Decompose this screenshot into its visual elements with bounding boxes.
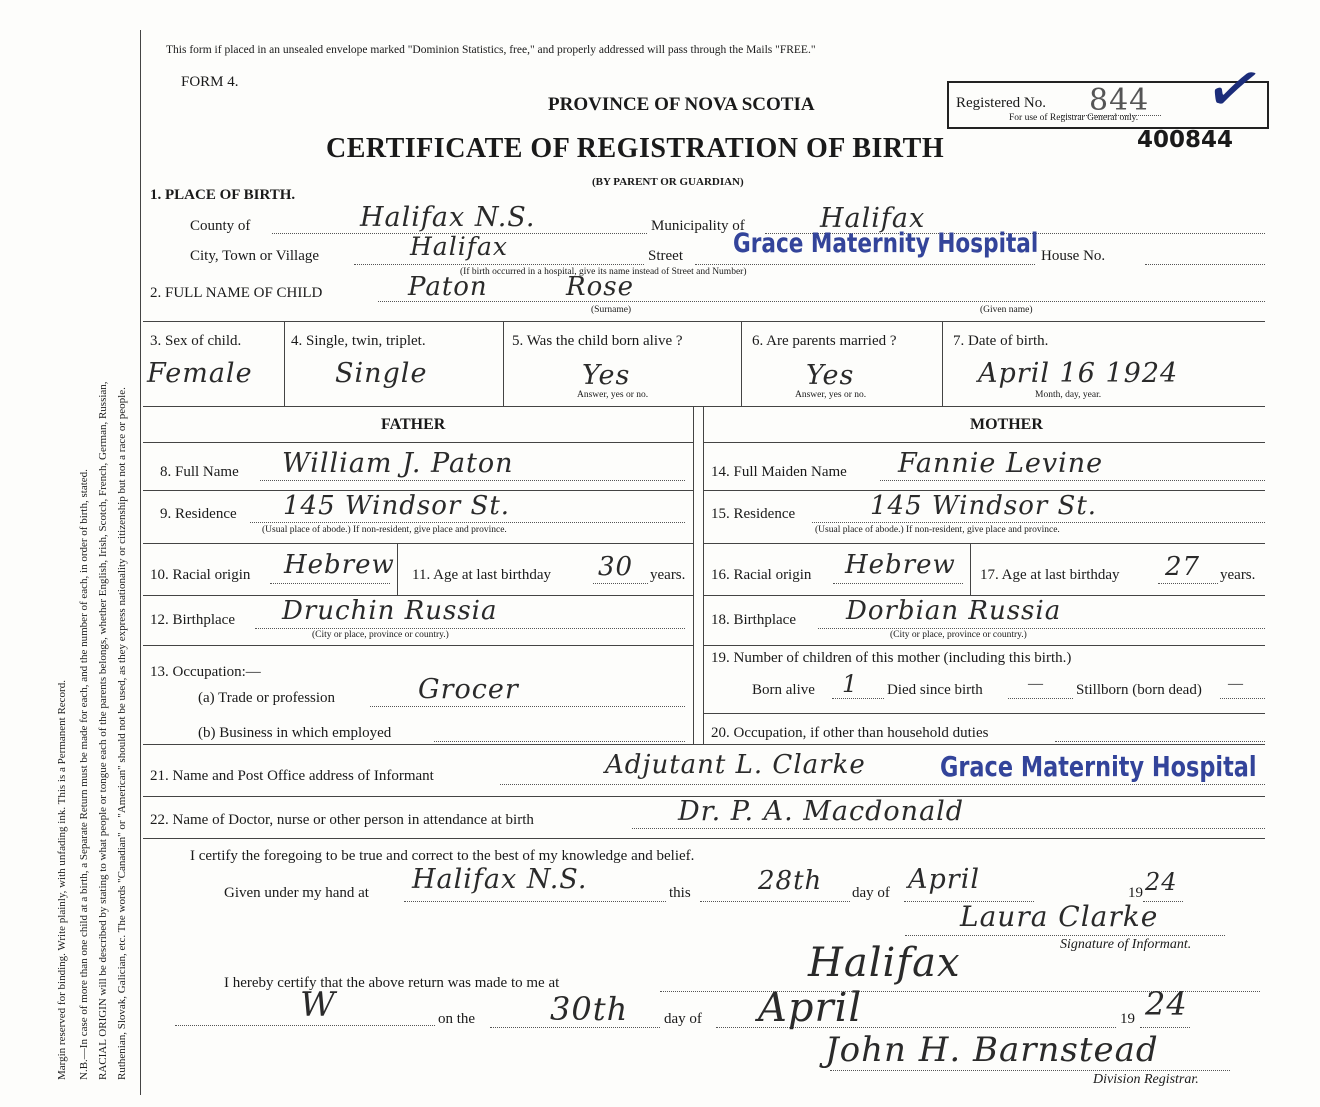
born-alive-caption: Answer, yes or no.: [577, 390, 649, 400]
province-heading: PROVINCE OF NOVA SCOTIA: [548, 94, 815, 115]
margin-note-1: Margin reserved for binding. Write plainly, with unfading ink. This is a Permanent Record.: [56, 680, 68, 1080]
mother-age-value: 27: [1165, 552, 1201, 582]
child-surname: Paton: [408, 272, 488, 302]
occupation-label: 13. Occupation:—: [150, 664, 261, 680]
trade-label: (a) Trade or profession: [198, 690, 336, 706]
registrar-initial-mark: W: [300, 985, 336, 1025]
given-place-value: Halifax N.S.: [412, 864, 588, 895]
father-race-value: Hebrew: [284, 550, 395, 580]
father-name-label: 8. Full Name: [160, 464, 239, 480]
died-since-birth-label: Died since birth: [887, 682, 983, 698]
registered-number: 844: [1089, 83, 1150, 118]
mother-birthplace-label: 18. Birthplace: [711, 612, 796, 628]
father-residence-value: 145 Windsor St.: [283, 491, 511, 521]
certification-year: 24: [1145, 868, 1178, 896]
binding-margin-line: [140, 30, 141, 1095]
date-of-birth-caption: Month, day, year.: [1035, 390, 1102, 400]
mother-residence-label: 15. Residence: [711, 506, 796, 522]
given-under-label: Given under my hand at: [224, 885, 369, 901]
father-birthplace-value: Druchin Russia: [282, 596, 498, 626]
certificate-title: CERTIFICATE OF REGISTRATION OF BIRTH: [326, 133, 945, 164]
certification-day-label: day of: [852, 885, 890, 901]
father-heading: FATHER: [381, 416, 446, 433]
business-label: (b) Business in which employed: [198, 725, 392, 741]
born-alive-count-label: Born alive: [752, 682, 815, 698]
form-number: FORM 4.: [181, 74, 239, 90]
registrar-note: For use of Registrar General only.: [1009, 113, 1139, 123]
registrar-on-the-label: on the: [438, 1011, 476, 1027]
given-name-caption: (Given name): [980, 305, 1033, 315]
hospital-note: (If birth occurred in a hospital, give its name instead of Street and Number): [460, 267, 747, 277]
multiplicity-value: Single: [335, 358, 428, 389]
certification-year-prefix: 19: [1128, 885, 1143, 901]
informant-signature-caption: Signature of Informant.: [1060, 937, 1192, 952]
father-race-label: 10. Racial origin: [150, 567, 251, 583]
mother-name-value: Fannie Levine: [898, 448, 1104, 479]
stillborn-value: —: [1228, 676, 1243, 692]
date-of-birth-value: April 16 1924: [978, 358, 1179, 389]
registrar-statement: I hereby certify that the above return was made to me at: [224, 975, 560, 991]
born-alive-value: Yes: [582, 360, 631, 391]
mother-birthplace-caption: (City or place, province or country.): [890, 630, 1027, 640]
mother-race-value: Hebrew: [845, 550, 956, 580]
doctor-value: Dr. P. A. Macdonald: [678, 796, 965, 827]
father-age-unit: years.: [650, 567, 686, 583]
municipality-label: Municipality of: [651, 218, 745, 234]
mother-heading: MOTHER: [970, 416, 1043, 433]
father-age-label: 11. Age at last birthday: [412, 567, 551, 583]
street-label: Street: [648, 248, 683, 264]
sex-label: 3. Sex of child.: [150, 333, 242, 349]
county-value: Halifax N.S.: [360, 202, 536, 233]
father-age-value: 30: [598, 552, 634, 582]
margin-note-2: N.B.—In case of more than one child at a birth, a Separate Return must be made for each, and the number of each, in order of birth, stated.: [78, 469, 90, 1080]
mother-race-label: 16. Racial origin: [711, 567, 812, 583]
city-value: Halifax: [410, 232, 508, 261]
mother-residence-value: 145 Windsor St.: [870, 491, 1098, 521]
father-birthplace-label: 12. Birthplace: [150, 612, 235, 628]
house-number-label: House No.: [1041, 248, 1106, 264]
father-birthplace-caption: (City or place, province or country.): [312, 630, 449, 640]
mother-occupation-label: 20. Occupation, if other than household duties: [711, 725, 989, 741]
mother-age-label: 17. Age at last birthday: [980, 567, 1120, 583]
certification-month: April: [908, 864, 980, 895]
trade-value: Grocer: [418, 674, 519, 705]
mother-name-label: 14. Full Maiden Name: [711, 464, 847, 480]
registrar-year: 24: [1145, 985, 1188, 1023]
municipality-value: Halifax: [820, 203, 926, 234]
died-since-birth-value: —: [1028, 676, 1043, 692]
parents-married-caption: Answer, yes or no.: [795, 390, 867, 400]
registered-label: Registered No.: [956, 95, 1046, 111]
child-given-name: Rose: [566, 272, 634, 302]
child-name-label: 2. FULL NAME OF CHILD: [150, 285, 323, 301]
registrar-signature: John H. Barnstead: [825, 1030, 1159, 1070]
parents-married-label: 6. Are parents married ?: [752, 333, 897, 349]
stillborn-label: Stillborn (born dead): [1076, 682, 1202, 698]
father-residence-caption: (Usual place of abode.) If non-resident, give place and province.: [262, 525, 507, 535]
parents-married-value: Yes: [806, 360, 855, 391]
born-alive-label: 5. Was the child born alive ?: [512, 333, 683, 349]
place-of-birth-label: 1. PLACE OF BIRTH.: [150, 187, 296, 203]
registrar-month: April: [758, 985, 863, 1031]
mother-age-unit: years.: [1220, 567, 1256, 583]
informant-hospital-stamp: Grace Maternity Hospital: [940, 750, 1257, 783]
serial-number: 400844: [1137, 127, 1234, 153]
certificate-subtitle: (BY PARENT OR GUARDIAN): [592, 176, 744, 188]
multiplicity-label: 4. Single, twin, triplet.: [291, 333, 426, 349]
county-label: County of: [190, 218, 251, 234]
city-label: City, Town or Village: [190, 248, 320, 264]
children-count-label: 19. Number of children of this mother (including this birth.): [711, 650, 1072, 666]
certification-statement: I certify the foregoing to be true and correct to the best of my knowledge and belief.: [190, 848, 695, 864]
mail-notice: This form if placed in an unsealed envelope marked "Dominion Statistics, free," and properly addressed will pass through the Mails "FREE.": [166, 44, 816, 56]
mother-residence-caption: (Usual place of abode.) If non-resident, give place and province.: [815, 525, 1060, 535]
informant-label: 21. Name and Post Office address of Informant: [150, 768, 434, 784]
mother-birthplace-value: Dorbian Russia: [846, 596, 1062, 626]
margin-note-4: Ruthenian, Slovak, Galician, etc. The words "Canadian" or "American" should not be used, as they express nationality or citizenship but not a race or people.: [116, 387, 128, 1080]
born-alive-count-value: 1: [842, 670, 859, 698]
informant-value: Adjutant L. Clarke: [605, 750, 866, 780]
check-mark-icon: ✓: [1197, 46, 1271, 135]
doctor-label: 22. Name of Doctor, nurse or other person in attendance at birth: [150, 812, 534, 828]
street-hospital-stamp: Grace Maternity Hospital: [733, 228, 1039, 259]
father-residence-label: 9. Residence: [160, 506, 237, 522]
father-name-value: William J. Paton: [282, 448, 514, 479]
date-of-birth-label: 7. Date of birth.: [953, 333, 1049, 349]
registrar-place: Halifax: [808, 940, 961, 986]
registrar-day: 30th: [550, 990, 629, 1028]
margin-note-3: RACIAL ORIGIN will be described by stating to what people or tongue each of the parents belongs, whether English, Irish, Scotch, French, German, Russian,: [97, 381, 109, 1080]
certification-day: 28th: [758, 866, 823, 896]
registrar-year-prefix: 19: [1120, 1011, 1135, 1027]
registrar-day-label: day of: [664, 1011, 702, 1027]
surname-caption: (Surname): [591, 305, 632, 315]
registrar-signature-caption: Division Registrar.: [1093, 1072, 1199, 1087]
informant-signature: Laura Clarke: [960, 900, 1159, 933]
this-label: this: [669, 885, 691, 901]
sex-value: Female: [147, 358, 253, 389]
